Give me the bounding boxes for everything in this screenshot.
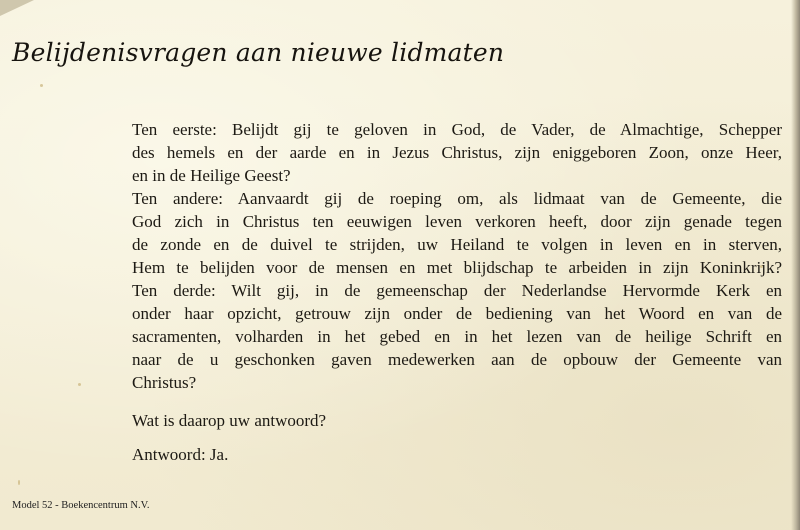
question-third [132, 279, 782, 394]
paper-speck [78, 383, 81, 386]
text-line: de zonde en de duivel te strijden, uw Heiland te volgen in leven en in sterven, [132, 235, 782, 254]
text-line: Ten andere: Aanvaardt gij de roeping om, als lidmaat van de Gemeente, die [132, 189, 782, 208]
text-line: sacramenten, volharden in het gebed en in het lezen van de heilige Schrift en [132, 327, 782, 346]
folded-corner [0, 0, 34, 16]
text-line: naar de u geschonken gaven medewerken aan de opbouw der Gemeente van [132, 350, 782, 369]
footer-imprint: Model 52 - Boekencentrum N.V. [12, 500, 150, 511]
question-second [132, 187, 782, 279]
text-line: en in de Heilige Geest? [132, 166, 291, 185]
question-first [132, 118, 782, 187]
text-line: God zich in Christus ten eeuwigen leven verkoren heeft, door zijn genade tegen [132, 212, 782, 231]
answer-line: Antwoord: Ja. [132, 445, 229, 464]
text-line: des hemels en der aarde en in Jezus Christus, zijn eniggeboren Zoon, onze Heer, [132, 143, 782, 162]
paper-speck [18, 480, 20, 485]
document-title: Belijdenisvragen aan nieuwe lidmaten [12, 38, 505, 67]
closing-question: Wat is daarop uw antwoord? [132, 411, 327, 430]
text-line: onder haar opzicht, getrouw zijn onder de bediening van het Woord en van de [132, 304, 782, 323]
text-line: Ten eerste: Belijdt gij te geloven in God, de Vader, de Almachtige, Schepper [132, 120, 782, 139]
document-body [132, 118, 782, 466]
paper-edge-shadow [791, 0, 800, 530]
text-line: Hem te belijden voor de mensen en met blijdschap te arbeiden in zijn Koninkrijk? [132, 258, 782, 277]
text-line: Christus? [132, 373, 197, 392]
paper-speck [40, 84, 43, 87]
text-line: Ten derde: Wilt gij, in de gemeenschap der Nederlandse Hervormde Kerk en [132, 281, 782, 300]
